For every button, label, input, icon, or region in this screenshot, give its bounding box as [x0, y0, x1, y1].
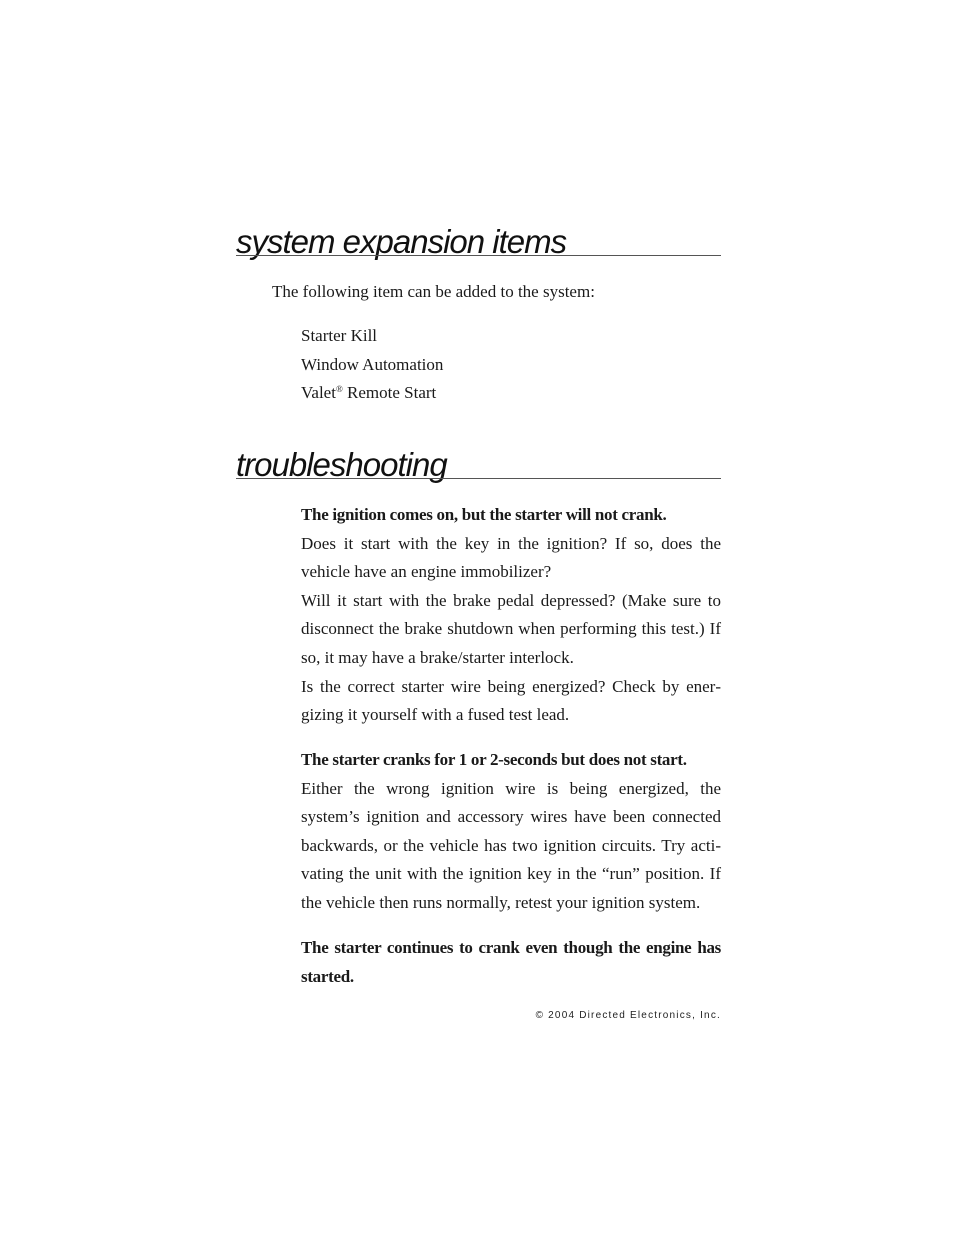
section-title-troubleshooting: troubleshooting — [236, 446, 447, 483]
troubleshooting-question: The starter cranks for 1 or 2-seconds but does not start. — [301, 750, 687, 769]
troubleshooting-answer: Either the wrong ignition wire is being energized, the system’s ignition and accessory wires have been connected backwards, or the vehicle has two ignition circuits. Try activating the unit with the ignition key in the “run” position. If the vehicle then runs normally, retest your ignition system. — [301, 778, 721, 912]
troubleshooting-entry — [301, 501, 721, 730]
expansion-intro: The following item can be added to the system: — [272, 282, 595, 301]
troubleshooting-answer: Is the correct starter wire being energized? Check by energizing it yourself with a fused test lead. — [301, 676, 721, 725]
list-item: Starter Kill — [301, 326, 378, 345]
list-item: Valet® Remote Start — [301, 383, 437, 402]
troubleshooting-answer: Will it start with the brake pedal depressed? (Make sure to disconnect the brake shutdown when performing this test.) If so, it may have a brake/starter interlock. — [301, 590, 721, 667]
troubleshooting-question: The starter continues to crank even though the engine has started. — [301, 938, 721, 986]
section-divider — [236, 255, 721, 256]
troubleshooting-question: The ignition comes on, but the starter will not crank. — [301, 505, 667, 524]
section-divider — [236, 478, 721, 479]
list-item: Window Automation — [301, 354, 444, 374]
copyright-footer: © 2004 Directed Electronics, Inc. — [535, 1010, 721, 1021]
registered-mark: ® — [335, 384, 343, 394]
troubleshooting-answer: Does it start with the key in the ignition? If so, does the vehicle have an engine immobilizer? — [301, 533, 721, 582]
troubleshooting-entry — [301, 934, 721, 991]
section-title-expansion: system expansion items — [236, 223, 567, 260]
expansion-item-list — [301, 322, 443, 408]
troubleshooting-entry — [301, 746, 721, 918]
